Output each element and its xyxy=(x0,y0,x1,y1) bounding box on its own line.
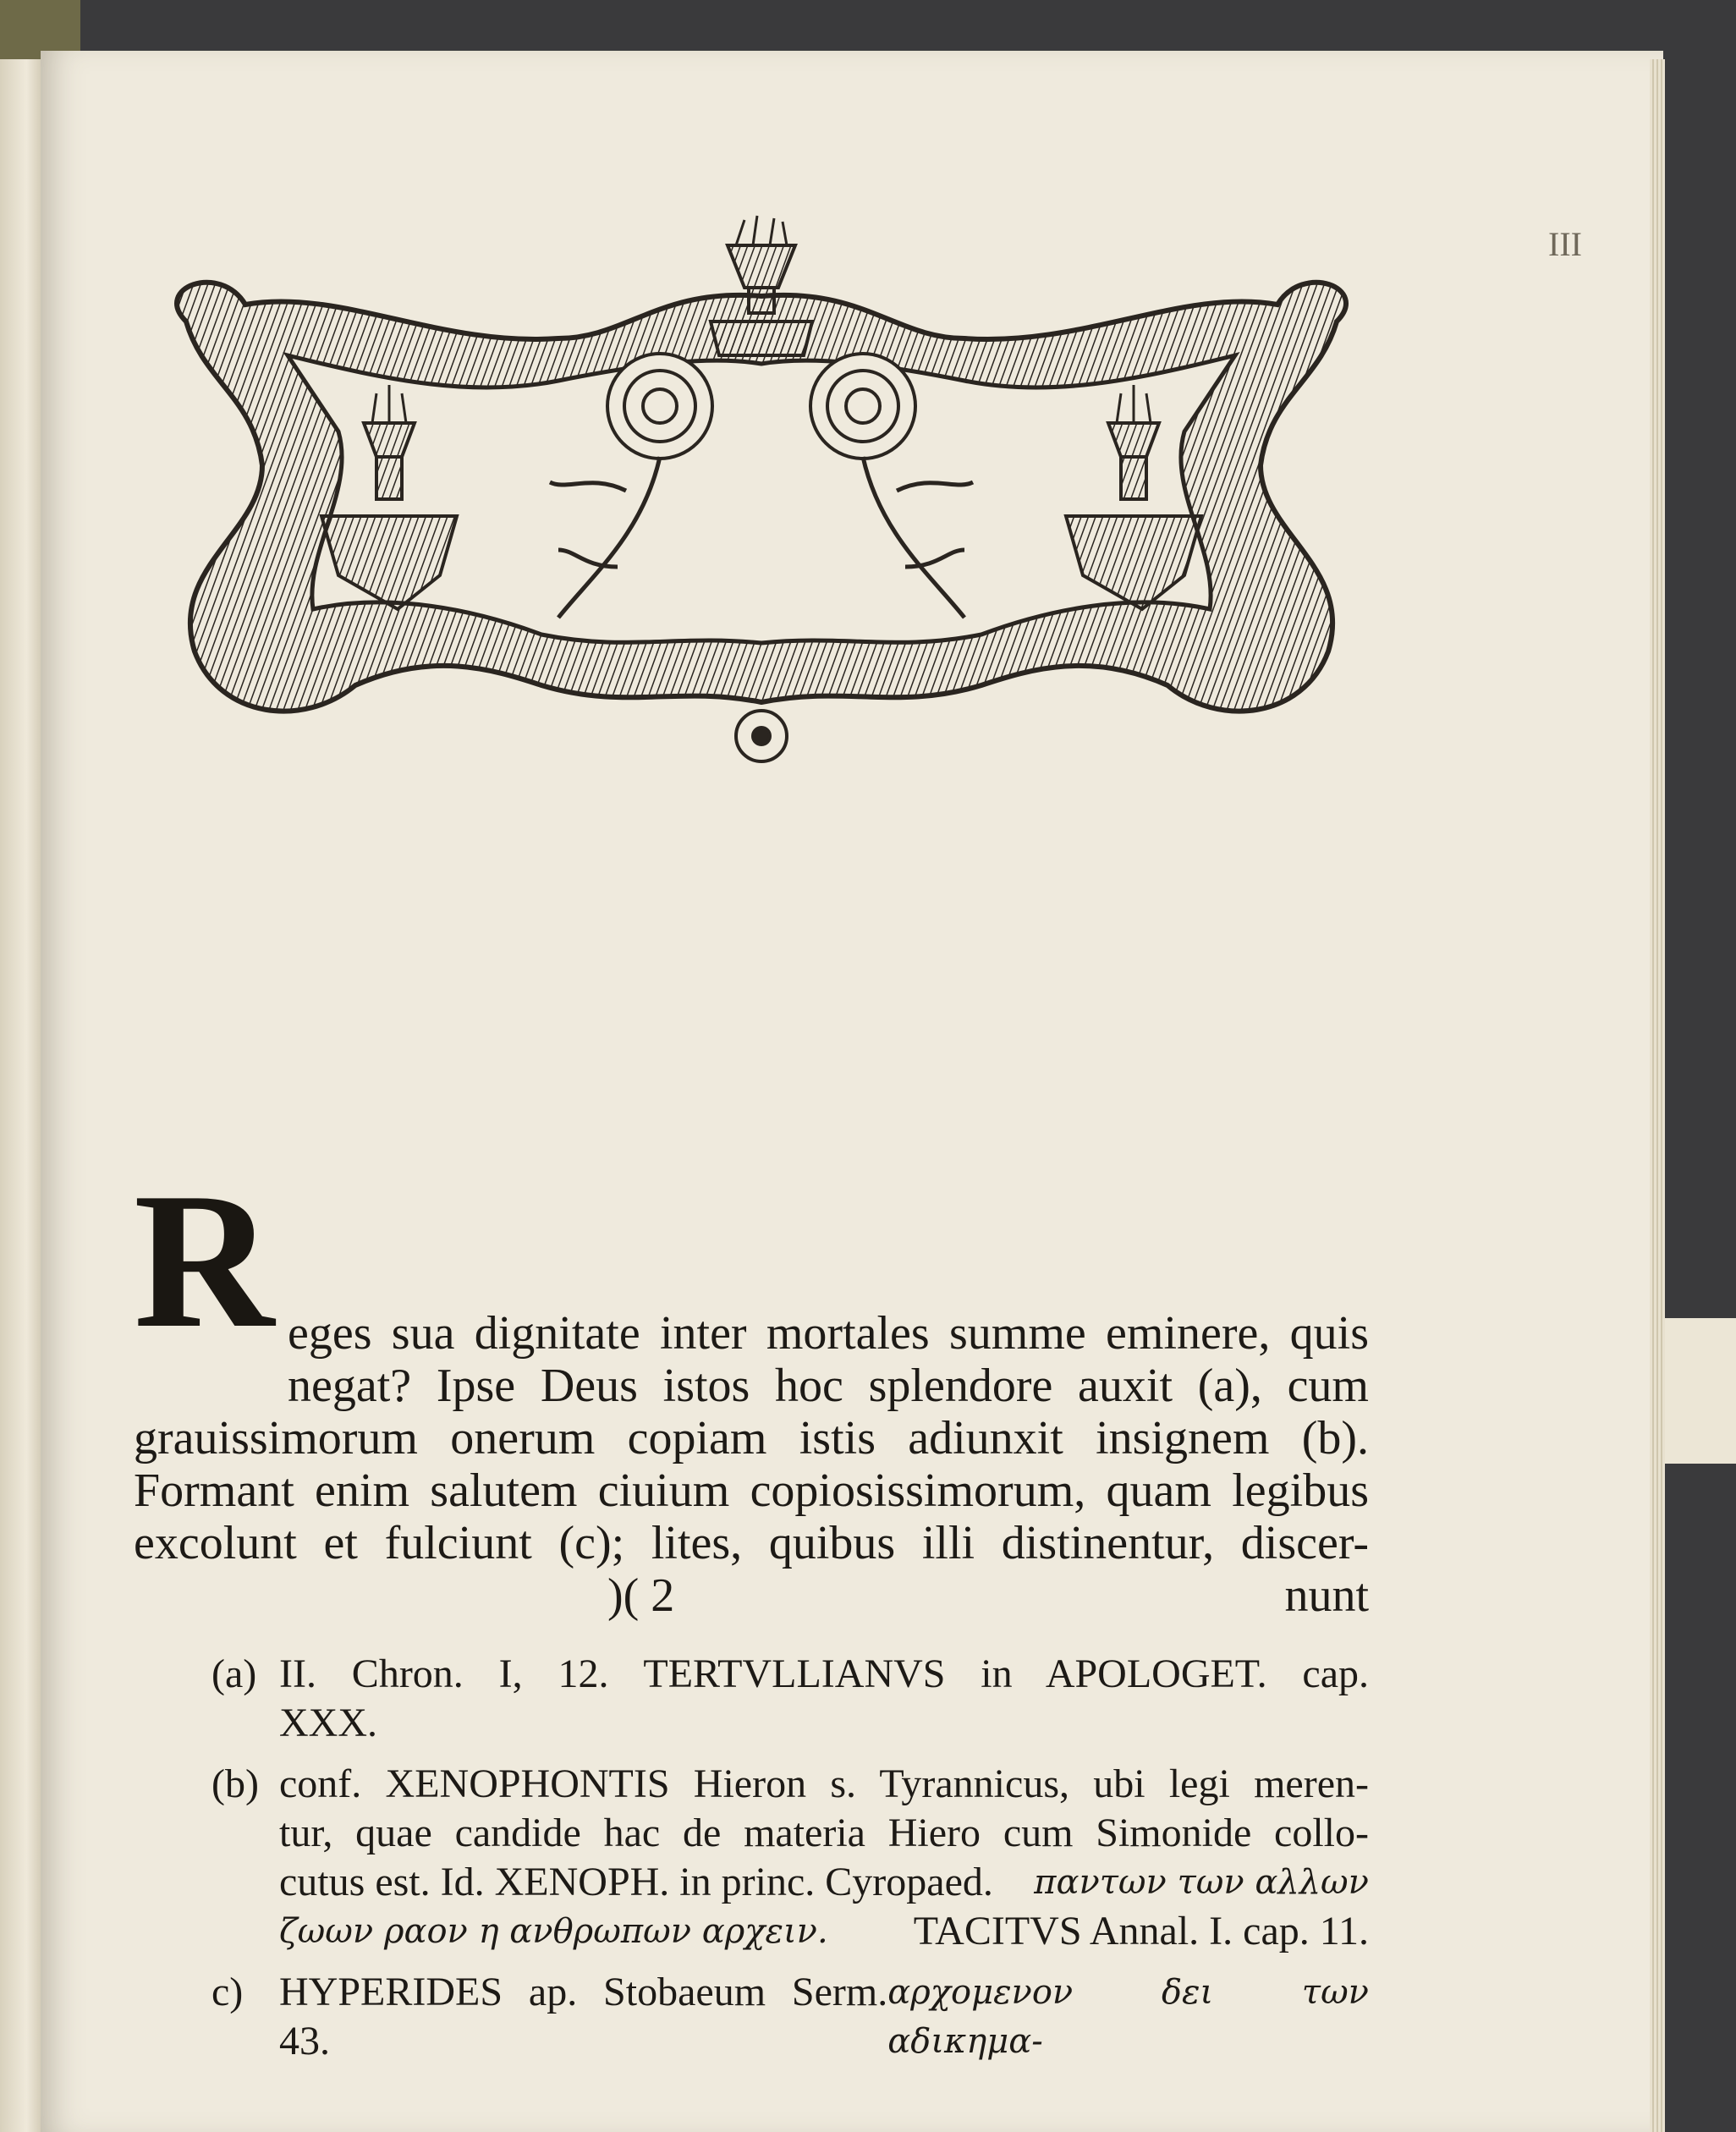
signature-line xyxy=(134,1569,1369,1622)
greek-text: παντων των αλλων xyxy=(1034,1863,1369,1902)
footnote-line: tur, quae candide hac de materia Hiero cum Simonide collo- xyxy=(279,1811,1369,1855)
body-text xyxy=(134,1152,1369,1622)
footnote-c xyxy=(212,1968,1369,2066)
footnotes xyxy=(212,1650,1369,2078)
body-line: negat? Ipse Deus istos hoc splendore auxit (a), cum xyxy=(288,1360,1369,1412)
page-number: III xyxy=(1548,225,1582,263)
footnote-line-mixed xyxy=(279,1968,1369,2066)
greek-text: αρχομενον δει των αδικημα- xyxy=(887,1973,1369,2061)
footnote-text: HYPERIDES ap. Stobaeum Serm. 43. xyxy=(279,1970,888,2063)
woodcut-headpiece xyxy=(118,212,1404,804)
footnote-mark: (b) xyxy=(212,1761,259,1806)
footnote-a xyxy=(212,1650,1369,1748)
page-tab xyxy=(1665,1318,1736,1464)
footnote-line: XXX. xyxy=(279,1701,377,1745)
body-line: excolunt et fulciunt (c); lites, quibus illi distinentur, discer- xyxy=(134,1517,1369,1569)
catchword: nunt xyxy=(1284,1569,1369,1622)
page-stack-edge xyxy=(1650,59,1665,2132)
footnote-mark: (a) xyxy=(212,1651,257,1696)
footnote-line: II. Chron. I, 12. TERTVLLIANVS in APOLOGET. cap. xyxy=(279,1651,1369,1696)
body-line: Formant enim salutem ciuium copiosissimorum, quam legibus xyxy=(134,1464,1369,1517)
footnote-line: conf. XENOPHONTIS Hieron s. Tyrannicus, ubi legi meren- xyxy=(279,1761,1369,1806)
footnote-text: TACITVS Annal. I. cap. 11. xyxy=(913,1909,1369,1953)
footnote-text: cutus est. Id. XENOPH. in princ. Cyropaed. xyxy=(279,1860,993,1904)
signature-mark: )( 2 xyxy=(607,1569,675,1622)
greek-text: ζωων ραον η ανθρωπων αρχειν. xyxy=(279,1912,828,1951)
footnote-b xyxy=(212,1760,1369,1956)
footnote-mark: c) xyxy=(212,1970,244,2014)
body-line: eges sua dignitate inter mortales summe eminere, quis xyxy=(288,1307,1369,1360)
drop-cap: R xyxy=(134,1152,275,1368)
facing-page-edge xyxy=(0,34,44,2132)
footnote-line-mixed xyxy=(279,1907,1369,1956)
body-line: grauissimorum onerum copiam istis adiunxit insignem (b). xyxy=(134,1412,1369,1464)
footnote-line-mixed xyxy=(279,1858,1369,1907)
